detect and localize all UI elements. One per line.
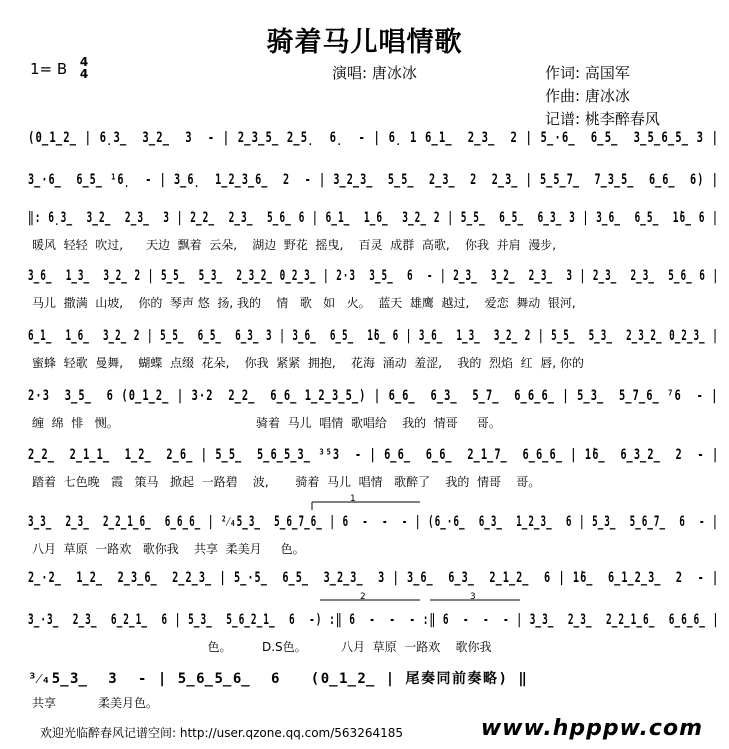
footer-link[interactable]: 欢迎光临醉春风记谱空间: http://user.qzone.qq.com/563264185 [40,726,404,740]
composer-credit: 作曲: 唐冰冰 [545,87,630,105]
score-line-3-lyrics: 暖风 轻轻 吹过, 天边 飘着 云朵, 湖边 野花 摇曳, 百灵 成群 高歌, 你我 并肩 漫步, [32,238,557,252]
meter-bottom: 4 [79,67,89,81]
score-line-8-lyrics: 八月 草原 一路欢 歌你我 共享 柔美月 色。 [32,542,305,556]
score-line-5-notes: 6̲1̲ 1̲6̲ 3̲2̲ 2 | 5̲5̲ 6̲5̲ 6̲3̲ 3 | 3̲6̲ 6̲5̲ 1̇6̲ 6 | 3̲6̲ 1̲3̲ 3̲2̲ 2 | 5̲5̲ 5̲3̲ 2̲3̲2̲ 0̲2̲3̲ | [28,328,719,344]
score-line-4-lyrics: 马儿 撒满 山坡, 你的 琴声 悠 扬, 我的 情 歌 如 火。 蓝天 雄鹰 越过, 爱恋 舞动 银河, [32,296,576,310]
volta-1-label: 1 [350,494,356,504]
score-line-7-lyrics: 踏着 七色晚 霞 策马 掀起 一路碧 波, 骑着 马儿 唱情 歌醉了 我的 情哥 哥。 [32,475,541,489]
score-line-3-notes: ‖: 6̣3̲ 3̲2̲ 2̲3̲ 3 | 2̲2̲ 2̲3̲ 5̲6̲ 6 | 6̲1̲ 1̲6̲ 3̲2̲ 2 | 5̲5̲ 6̲5̲ 6̲3̲ 3 | 3̲6̲ 6̲5̲ 1̇6̲ 6 | [28,210,719,226]
score-line-6-lyrics: 缠 绵 悱 恻。 骑着 马儿 唱情 歌唱给 我的 情哥 哥。 [32,416,501,430]
score-line-10-notes: 3̲·3̲ 2̲3̲ 6̲2̲1̲ 6 | 5̲3̲ 5̲6̲2̲1̲ 6 -) :‖ 6 - - - :‖ 6 - - - | 3̲3̲ 2̲3̲ 2̲2̲1̲6̲ 6̲6̲6̲ | [28,612,720,628]
score-line-2-notes: 3̲·6̲ 6̲5̲ ¹6̣ - | 3̲6̣ 1̲2̲3̲6̲ 2 - | 3̲2̲3̲ 5̲5̲ 2̲3̲ 2 2̲3̲ | 5̲5̲7̲ 7̲3̲5̲ 6̲6̲ 6) | [28,172,719,188]
watermark-logo: www.hpppw.com [480,716,703,741]
score-line-8-notes: 3̲3̲ 2̲3̲ 2̲2̲1̲6̲ 6̲6̲6̲ | ²⁄₄5̲3̲ 5̲6̲7̲6̲ | 6 - - - | (6̲·6̲ 6̲3̲ 1̲2̲3̲ 6 | 5̲3̲ 5̲6̲7̲ 6 - | [28,514,719,530]
singer-credit: 演唱: 唐冰冰 [332,64,417,82]
score-line-6-notes: 2·3 3̲5̲ 6 (0̲1̲2̲ | 3·2 2̲2̲ 6̲6̲ 1̲2̲3̲5̲) | 6̲6̲ 6̲3̲ 5̲7̲ 6̲6̲6̲ | 5̲3̲ 5̲7̲6̲ ⁷6 - | [28,388,719,404]
lyricist-credit: 作词: 高国军 [545,64,630,82]
score-line-11-notes: ³⁄₄5̲3̲ 3 - | 5̲6̲5̲6̲ 6 (0̲1̲2̲ | 尾奏同前奏略) ‖ [28,671,529,687]
key-signature: 1= B [30,60,68,78]
score-line-7-notes: 2̲2̲ 2̲1̲1̲ 1̲2̲ 2̲6̲ | 5̲5̲ 5̲6̲5̲3̲ ³⁵3 - | 6̲6̲ 6̲6̲ 2̲1̲7̲ 6̲6̲6̲ | 1̇6̲ 6̲3̲2̲ 2 - | [28,447,720,463]
score-line-1-notes: (0̲1̲2̲ | 6̣3̲ 3̲2̲ 3 - | 2̲3̲5̲ 2̲5̣ 6̣ - | 6̣ 1 6̲1̲ 2̲3̲ 2 | 5̲·6̲ 6̲5̲ 3̲5̲6̲5̲ 3 | [28,130,720,146]
score-line-4-notes: 3̲6̲ 1̲3̲ 3̲2̲ 2 | 5̲5̲ 5̲3̲ 2̲3̲2̲ 0̲2̲3̲ | 2·3 3̲5̲ 6 - | 2̲3̲ 3̲2̲ 2̲3̲ 3 | 2̲3̲ 2̲3̲ 5̲6̲ 6 | [28,268,720,284]
volta-3-label: 3 [470,592,476,602]
score-line-11-lyrics: 共享 柔美月色。 [32,696,158,710]
song-title: 骑着马儿唱情歌 [266,27,463,58]
transcriber-credit: 记谱: 桃李醉春风 [545,110,660,128]
score-line-9-notes: 2̲·2̲ 1̲2̲ 2̲3̲6̲ 2̲2̲3̲ | 5̲·5̲ 6̲5̲ 3̲2̲3̲ 3 | 3̲6̲ 6̲3̲ 2̲1̲2̲ 6 | 1̇6̲ 6̲1̲2̲3̲ 2 - | [28,570,720,586]
score-line-10-lyrics: 色。 D.S色。 八月 草原 一路欢 歌你我 [32,640,492,654]
score-line-5-lyrics: 蜜蜂 轻歌 曼舞, 蝴蝶 点缀 花朵, 你我 紧紧 拥抱, 花海 涌动 羞涩, 我的 烈焰 红 唇, 你的 [32,356,584,370]
meter-top: 4 [79,55,89,69]
volta-2-label: 2 [360,592,366,602]
